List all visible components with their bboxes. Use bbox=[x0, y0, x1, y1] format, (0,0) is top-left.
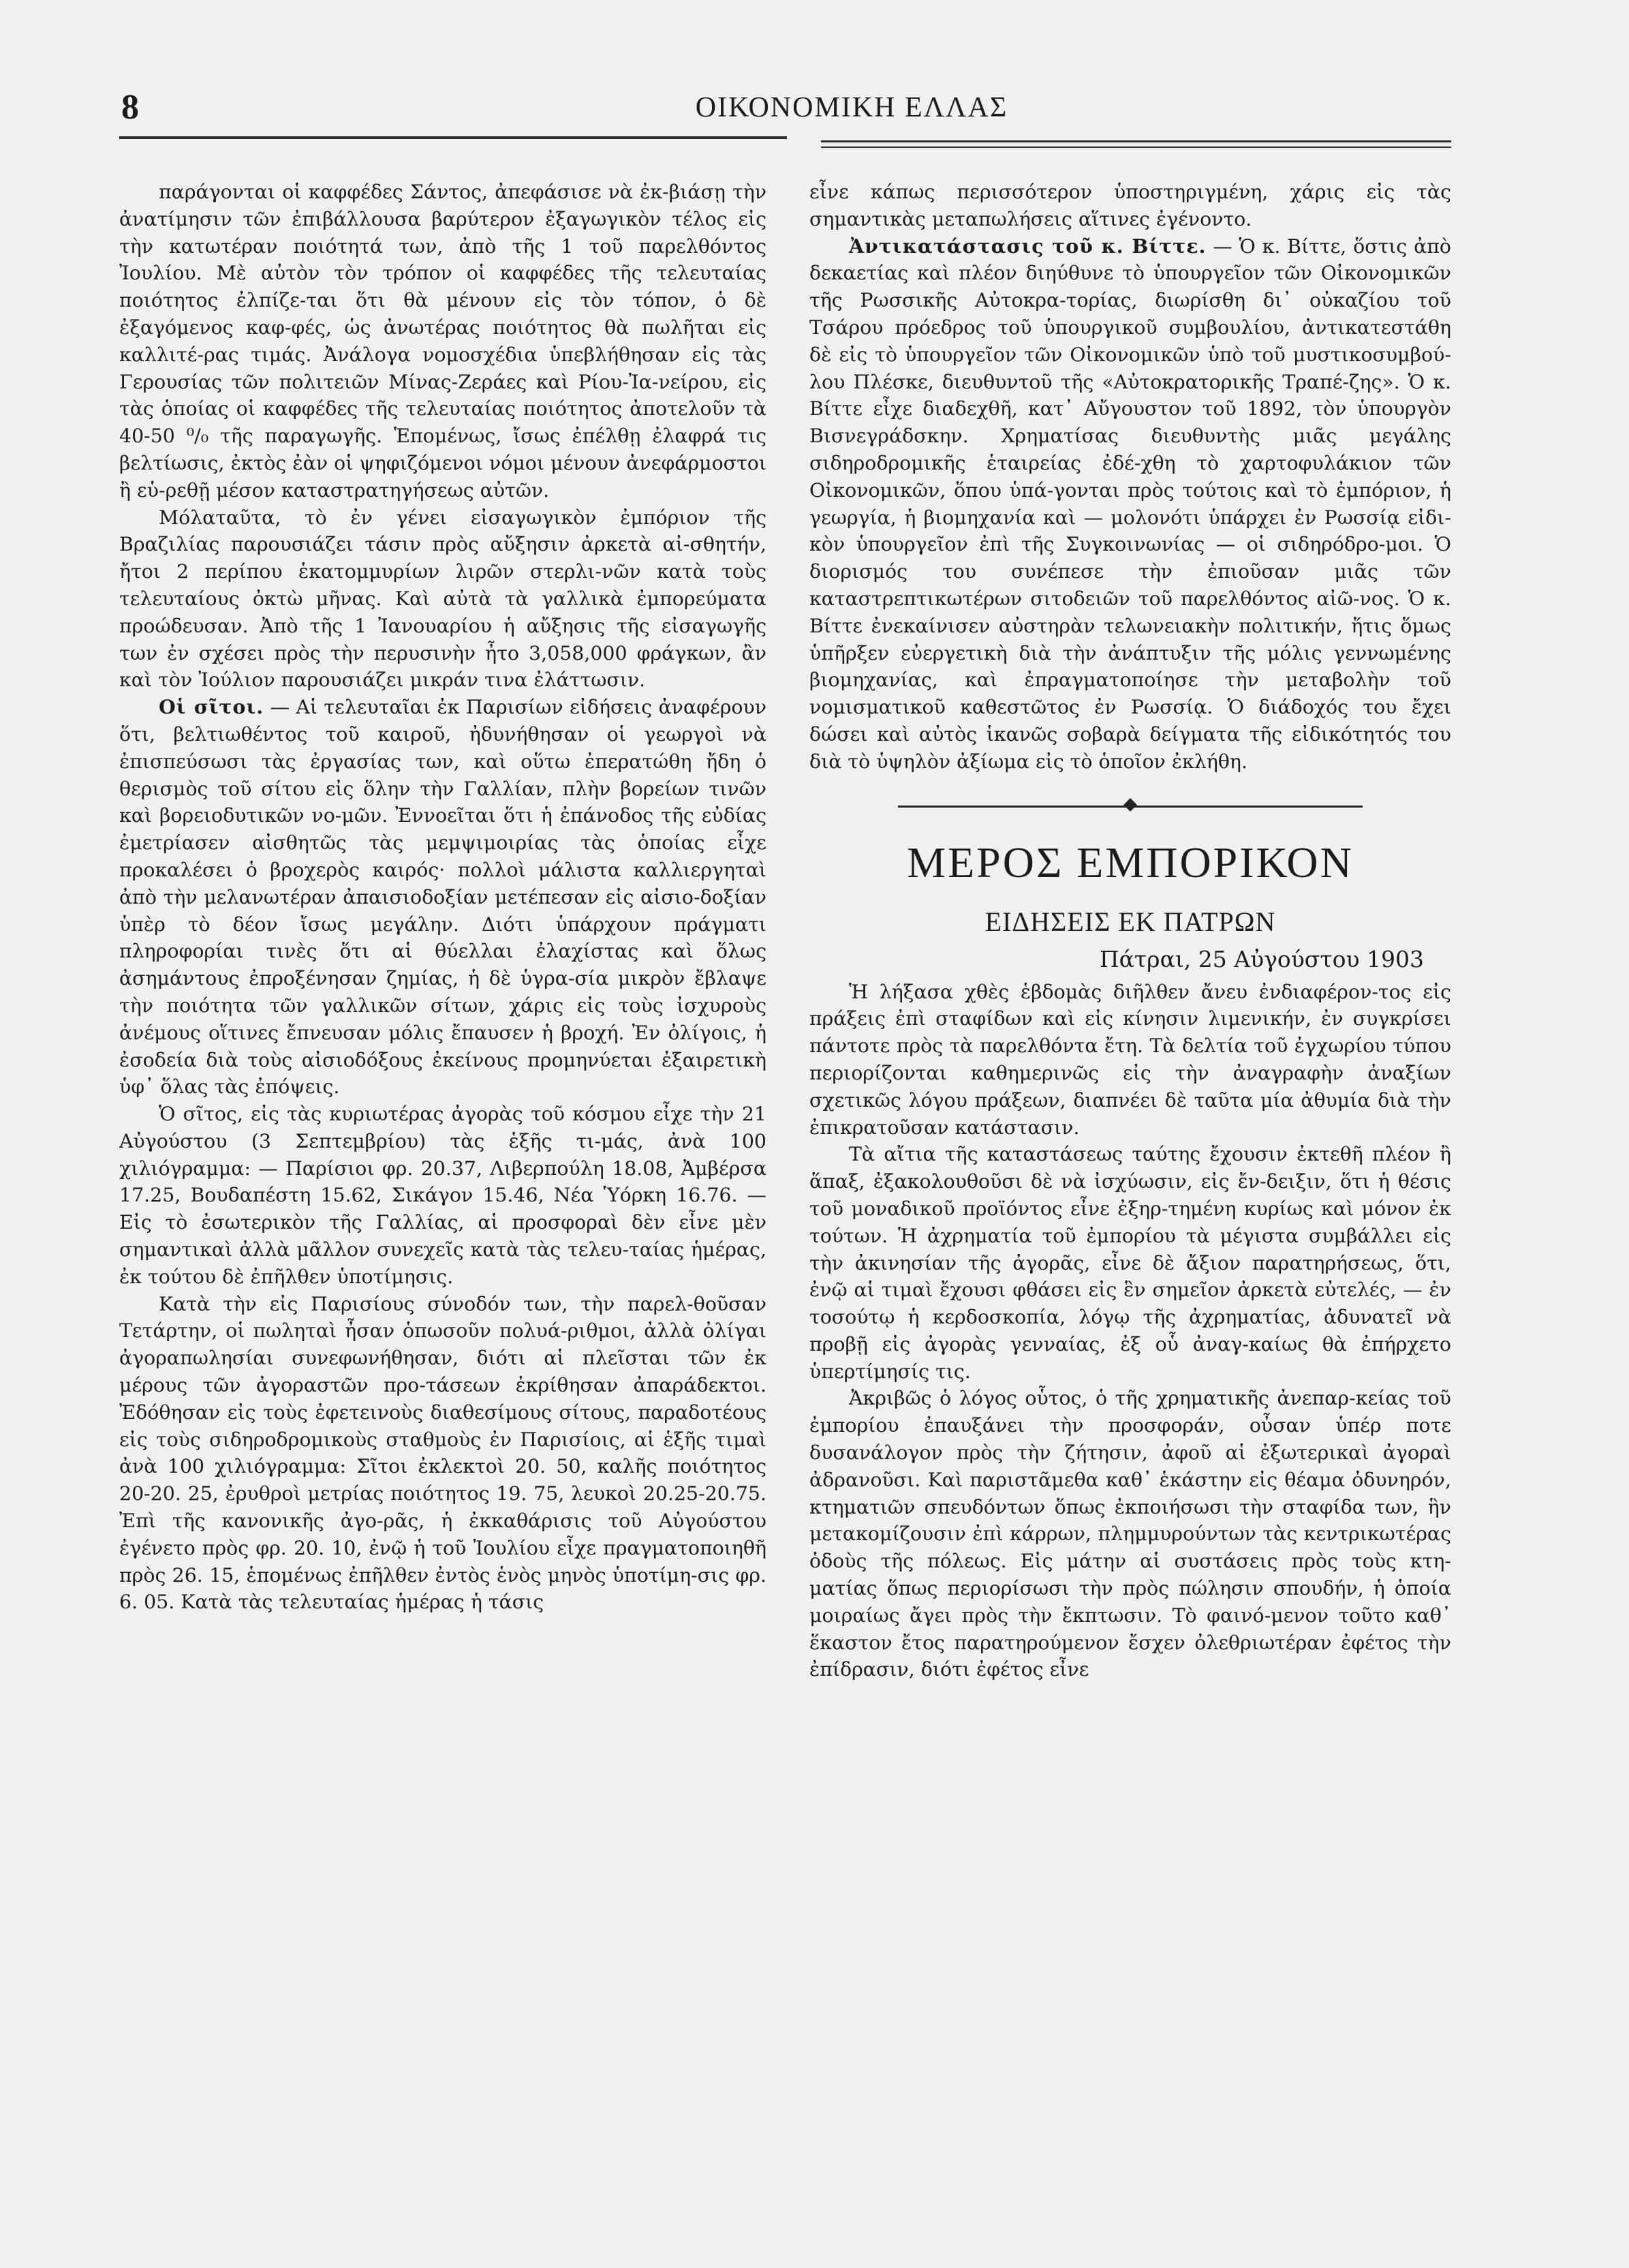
running-title: ΟΙΚΟΝΟΜΙΚΗ ΕΛΛΑΣ bbox=[695, 92, 1008, 123]
section-subtitle: ΕΙΔΗΣΕΙΣ ΕΚ ΠΑΤΡΩΝ bbox=[984, 906, 1276, 937]
header-rule-right bbox=[821, 140, 1451, 142]
paragraph-text: Τὰ αἴτια τῆς καταστάσεως ταύτης ἔχουσιν ἐκτεθῆ πλέον ἢ ἅπαξ, ἐξακολουθοῦσι δὲ νὰ ἰσχύωσιν, εἰς ἔν-δειξιν, ὅτι ἡ θέσις τοῦ μοναδικοῦ προϊόντος εἶνε ἐξηρ-τημένη κυρίως καὶ μόνον ἐκ τούτων. Ἡ ἀχρηματία τοῦ ἐμπορίου τὰ μέγιστα συμβάλλει εἰς τὴν ἀκινησίαν τῆς ἀγορᾶς, εἶνε δὲ ἄξιον παρατηρήσεως, ὅτι, ἐνῷ αἱ τιμαὶ ἔχουσι φθάσει εἰς ἓν σημεῖον ἀρκετὰ εὐτελές, — ἐν τοσούτῳ ἡ κερδοσκοπία, λόγῳ τῆς ἀχρηματίας, ἀδυνατεῖ νὰ προβῇ εἰς ἀγορὰς γενναίας, ἐξ οὗ ἀναγ-καίως θὰ ἐπήρχετο ὑπερτίμησίς τις. bbox=[809, 1143, 1451, 1383]
run-in-heading: Οἱ σῖτοι. bbox=[159, 695, 264, 719]
paragraph bbox=[809, 1385, 1451, 1683]
page-number: 8 bbox=[121, 88, 139, 127]
left-column bbox=[119, 179, 766, 2216]
right-column bbox=[809, 179, 1451, 2216]
dateline: Πάτραι, 25 Αὐγούστου 1903 bbox=[1099, 945, 1424, 972]
header-rule-right-double bbox=[821, 147, 1451, 148]
paragraph bbox=[809, 179, 1451, 233]
diamond-ornament-icon bbox=[1123, 798, 1137, 812]
paragraph bbox=[119, 504, 766, 694]
paragraph-text: Ἡ λήξασα χθὲς ἑβδομὰς διῆλθεν ἄνευ ἐνδιαφέρον-τος εἰς πράξεις ἐπὶ σταφίδων καὶ εἰς κίνησιν λιμενικήν, ἐν συγκρίσει πάντοτε πρὸς τὰ παρελθόντα ἔτη. Τὰ δελτία τοῦ ἐγχωρίου τύπου περιορίζονται καθημερινῶς εἰς τὴν ἀναγραφὴν ἀναξίων σχετικῶς λόγου πράξεων, διαπνέει δὲ ταῦτα μία ἀθυμία διὰ τὴν ἐπικρατοῦσαν κατάστασιν. bbox=[809, 980, 1451, 1139]
run-in-heading: Ἀντικατάστασις τοῦ κ. Βίττε. bbox=[849, 234, 1207, 258]
paragraph-text: Ὁ σῖτος, εἰς τὰς κυριωτέρας ἀγορὰς τοῦ κόσμου εἶχε τὴν 21 Αὐγούστου (3 Σεπτεμβρίου) τὰς ἑξῆς τι-μάς, ἀνὰ 100 χιλιόγραμμα: — Παρίσιοι φρ. 20.37, Λιβερπούλη 18.08, Ἀμβέρσα 17.25, Βουδαπέστη 15.62, Σικάγον 15.46, Νέα Ὑόρκη 16.76. — Εἰς τὸ ἐσωτερικὸν τῆς Γαλλίας, αἱ προσφοραὶ δὲν εἶνε μὲν σημαντικαὶ ἀλλὰ μᾶλλον συνεχεῖς κατὰ τὰς τελευ-ταίας ἡμέρας, ἐκ τούτου δὲ ἐπῆλθεν ὑποτίμησις. bbox=[119, 1103, 766, 1288]
paragraph-text: Κατὰ τὴν εἰς Παρισίους σύνοδόν των, τὴν παρελ-θοῦσαν Τετάρτην, οἱ πωληταὶ ἦσαν ὁπωσοῦν πολυά-ριθμοι, ἀλλὰ ὀλίγαι ἀγοραπωλησίαι συνεφωνήθησαν, διότι αἱ πλεῖσται τῶν ἐκ μέρους τῶν ἀγοραστῶν προ-τάσεων ἐκρίθησαν ἀπαράδεκτοι. Ἐδόθησαν εἰς τοὺς ἐφετεινοὺς διαθεσίμους σίτους, παραδοτέους εἰς τοὺς σιδηροδρομικοὺς σταθμοὺς ἐν Παρισίοις, αἱ ἑξῆς τιμαὶ ἀνὰ 100 χιλιόγραμμα: Σῖτοι ἐκλεκτοὶ 20. 50, καλῆς ποιότητος 20-20. 25, ἐρυθροὶ μετρίας ποιότητος 19. 75, λευκοὶ 20.25-20.75. Ἐπὶ τῆς κανονικῆς ἀγο-ρᾶς, ἡ ἐκκαθάρισις τοῦ Αὐγούστου ἐγένετο πρὸς φρ. 20. 10, ἐνῷ ἡ τοῦ Ἰουλίου εἶχε πραγματοποιηθῆ πρὸς 26. 15, ἑπομένως ἐπῆλθεν ἐντὸς ἑνὸς μηνὸς ὑποτίμη-σις φρ. 6. 05. Κατὰ τὰς τελευταίας ἡμέρας ἡ τάσις bbox=[119, 1292, 766, 1614]
right-column-bottom bbox=[809, 979, 1451, 1684]
right-column-top bbox=[809, 179, 1451, 776]
paragraph-text: — Ὁ κ. Βίττε, ὅστις ἀπὸ δεκαετίας καὶ πλέον διηύθυνε τὸ ὑπουργεῖον τῶν Οἰκονομικῶν τῆς Ρωσσικῆς Αὐτοκρα-τορίας, διωρίσθη δι᾿ οὐκαζίου τοῦ Τσάρου πρόεδρος τοῦ ὑπουργικοῦ συμβουλίου, ἀντικατεστάθη δὲ εἰς τὸ ὑπουργεῖον τῶν Οἰκονομικῶν ὑπὸ τοῦ μυστικοσυμβού-λου Πλέσκε, διευθυντοῦ τῆς «Αὐτοκρατορικῆς Τραπέ-ζης». Ὁ κ. Βίττε εἶχε διαδεχθῆ, κατ᾿ Αὔγουστον τοῦ 1892, τὸν ὑπουργὸν Βισνεγράδσκην. Χρηματίσας διευθυντὴς μιᾶς μεγάλης σιδηροδρομικῆς ἑταιρείας ἐδέ-χθη τὸ χαρτοφυλάκιον τῶν Οἰκονομικῶν, ὅπου ὑπά-γονται πρὸς τούτοις καὶ τὸ ἐμπόριον, ἡ γεωργία, ἡ βιομηχανία καὶ — μολονότι ὑπάρχει ἐν Ρωσσίᾳ εἰδι-κὸν ὑπουργεῖον ἐπὶ τῆς Συγκοινωνίας — οἱ σιδηρόδρο-μοι. Ὁ διορισμός του συνέπεσε τὴν ἐπιοῦσαν μιᾶς τῶν καταστρεπτικωτέρων σιτοδειῶν τοῦ παρελθόντος αἰῶ-νος. Ὁ κ. Βίττε ἐνεκαίνισεν αὐστηρὰν τελωνειακὴν πολιτικήν, ἥτις ὅμως ὑπῆρξεν εὐεργετικὴ διὰ τὴν ἀνάπτυξιν τῆς μόλις γεννωμένης βιομηχανίας, καὶ ἐπραγματοποίησε τὴν μεταβολὴν τοῦ νομισματικοῦ καθεστῶτος ἐν Ρωσσίᾳ. Ὁ διάδοχός του ἔχει δώσει καὶ αὐτὸς ἱκανῶς σοβαρὰ δείγματα τῆς εἰδικότητός του διὰ τὸ ὑψηλὸν ἀξίωμα εἰς τὸ ὁποῖον ἐκλήθη. bbox=[809, 234, 1451, 773]
paragraph bbox=[809, 979, 1451, 1141]
section-divider bbox=[809, 795, 1451, 818]
paragraph-text: εἶνε κάπως περισσότερον ὑποστηριγμένη, χάρις εἰς τὰς σημαντικὰς μεταπωλήσεις αἵτινες ἐγένοντο. bbox=[809, 181, 1451, 230]
paragraph bbox=[809, 233, 1451, 776]
paragraph bbox=[119, 1291, 766, 1616]
section-title: ΜΕΡΟΣ ΕΜΠΟΡΙΚΟΝ bbox=[907, 838, 1354, 887]
paragraph-text: Ἀκριβῶς ὁ λόγος οὗτος, ὁ τῆς χρηματικῆς ἀνεπαρ-κείας τοῦ ἐμπορίου ἐπαυξάνει τὴν προσφοράν, οὖσαν ὑπέρ ποτε δυσανάλογον πρὸς τὴν ζήτησιν, ἀφοῦ αἱ ἐξωτερικαὶ ἀγοραὶ ἀδρανοῦσι. Καὶ παριστᾶμεθα καθ᾿ ἑκάστην εἰς θέαμα ὀδυνηρόν, κτηματιῶν σπευδόντων ὅπως ἐκποιήσωσι τὴν σταφίδα των, ἣν μετακομίζουσιν ἐπὶ κάρρων, πλημμυρούντων τὰς κεντρικωτέρας ὁδοὺς τῆς πόλεως. Εἰς μάτην αἱ συστάσεις πρὸς τοὺς κτη-ματίας ὅπως περιορίσωσι τὴν πρὸς πώλησιν σπουδήν, ἡ ὁποία μοιραίως ἄγει πρὸς τὴν ἔκπτωσιν. Τὸ φαινό-μενον τοῦτο καθ᾿ ἕκαστον ἔτος παρατηρούμενον ἔσχεν ὀλεθριωτέραν ἐφέτος τὴν ἐπίδρασιν, διότι ἐφέτος εἶνε bbox=[809, 1387, 1451, 1681]
paragraph-text: παράγονται οἱ καφφέδες Σάντος, ἀπεφάσισε νὰ ἐκ-βιάσῃ τὴν ἀνατίμησιν τῶν ἐπιβάλλουσα βαρύτερον ἐξαγωγικὸν τέλος εἰς τὴν κατωτέραν ποιότητά των, ἀπὸ τῆς 1 τοῦ παρελθόντος Ἰουλίου. Μὲ αὐτὸν τὸν τρόπον οἱ καφφέδες τῆς τελευταίας ποιότητος ἐλπίζε-ται ὅτι θὰ μένουν εἰς τὸν τόπον, ὁ δὲ ἐξαγόμενος καφ-φές, ὡς ἀνωτέρας ποιότητος θὰ πωλῆται εἰς καλλιτέ-ρας τιμάς. Ἀνάλογα νομοσχέδια ὑπεβλήθησαν εἰς τὰς Γερουσίας τῶν πολιτειῶν Μίνας-Ζεράες καὶ Ρίου-Ἰα-νείρου, εἰς τὰς ὁποίας οἱ καφφέδες τῆς τελευταίας ποιότητος ἀποτελοῦν τὰ 40-50 ⁰/₀ τῆς παραγωγῆς. Ἑπομένως, ἴσως ἐπέλθῃ ἐλαφρά τις βελτίωσις, ἐκτὸς ἐὰν οἱ ψηφιζόμενοι νόμοι μένουν ἀνεφάρμοστοι ἢ εὑ-ρεθῇ μέσον καταστρατηγήσεως αὐτῶν. bbox=[119, 181, 766, 502]
paragraph bbox=[119, 179, 766, 504]
header-rule-left bbox=[119, 136, 787, 139]
paragraph bbox=[809, 1141, 1451, 1385]
paragraph-text: — Αἱ τελευταῖαι ἐκ Παρισίων εἰδήσεις ἀναφέρουν ὅτι, βελτιωθέντος τοῦ καιροῦ, ἠδυνήθησαν οἱ γεωργοὶ νὰ ἐπισπεύσωσι τὰς ἐργασίας των, καὶ οὕτω ἐπερατώθη ἤδη ὁ θερισμὸς τοῦ σίτου εἰς ὅλην τὴν Γαλλίαν, πλὴν βορείων τινῶν καὶ βορειοδυτικῶν νο-μῶν. Ἐννοεῖται ὅτι ἡ ἐπάνοδος τῆς εὐδίας ἐμετρίασεν αἰσθητῶς τὰς μεμψιμοιρίας τὰς ὁποίας εἶχε προκαλέσει ὁ βροχερὸς καιρός· πολλοὶ μάλιστα καλλιεργηταὶ ἀπὸ τὴν μελανωτέραν ἀπαισιοδοξίαν μετέπεσαν εἰς αἰσιο-δοξίαν ὑπὲρ τὸ δέον ἴσως μεγάλην. Διότι ὑπάρχουν πράγματι πληροφορίαι τινὲς ὅτι αἱ θύελλαι ἐλαχίστας καὶ ὅλως ἀσημάντους ἐπροξένησαν ζημίας, ἡ δὲ ὑγρα-σία μικρὸν ἔβλαψε τὴν ποιότητα τῶν γαλλικῶν σίτων, χάρις εἰς τοὺς ἰσχυροὺς ἀνέμους οἵτινες ἔπνευσαν μόλις ἔπαυσεν ἡ βροχή. Ἐν ὀλίγοις, ἡ ἐσοδεία διὰ τοὺς αἰσιοδόξους ἐκείνους προμηνύεται ἐξαιρετικὴ ὑφ᾿ ὅλας τὰς ἐπόψεις. bbox=[119, 696, 766, 1099]
paragraph bbox=[119, 694, 766, 1101]
paragraph-text: Μόλαταῦτα, τὸ ἐν γένει εἰσαγωγικὸν ἐμπόριον τῆς Βραζιλίας παρουσιάζει τάσιν πρὸς αὔξησιν ἀρκετὰ αἰ-σθητήν, ἤτοι 2 περίπου ἑκατομμυρίων λιρῶν στερλι-νῶν κατὰ τοὺς τελευταίους ὀκτὼ μῆνας. Καὶ αὐτὰ τὰ γαλλικὰ ἐμπορεύματα προώδευσαν. Ἀπὸ τῆς 1 Ἰανουαρίου ἡ αὔξησις τῆς εἰσαγωγῆς των ἐν σχέσει πρὸς τὴν περυσινὴν ἦτο 3,058,000 φράγκων, ἂν καὶ τὸν Ἰούλιον παρουσιάζει μικράν τινα ἐλάττωσιν. bbox=[119, 506, 766, 692]
paragraph bbox=[119, 1101, 766, 1291]
